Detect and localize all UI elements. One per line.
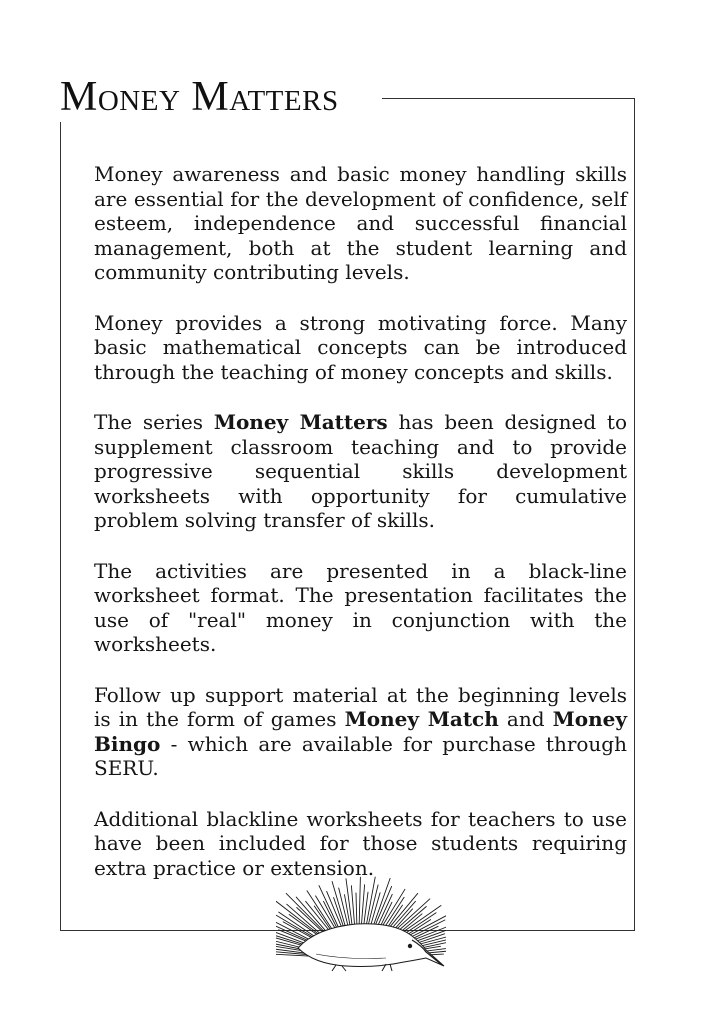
paragraph-support	[94, 683, 627, 781]
game-money-bingo: Money Bingo	[94, 707, 628, 756]
series-text-before: The series	[94, 410, 214, 434]
frame-left-rule	[60, 122, 61, 931]
paragraph-format: The activities are presented in a black-line worksheet format. The presentation facilitates the use of "real" money in conjunction with the worksheets.	[94, 558, 627, 656]
series-text-after: has been designed to supplement classroom teaching and to provide progressive sequential skills development worksheets with opportunity for cumulative problem solving transfer of skills.	[94, 410, 627, 532]
paragraph-additional: Additional blackline worksheets for teachers to use have been included for those students requiring extra practice or extension.	[94, 806, 627, 880]
series-title-bold: Money Matters	[213, 410, 388, 434]
frame-top-rule	[382, 98, 635, 99]
body-text	[94, 162, 627, 906]
echidna-icon	[276, 870, 446, 975]
paragraph-series	[94, 410, 627, 533]
support-text-before: Follow up support material at the beginning levels is in the form of games	[94, 682, 627, 731]
support-text-after: - which are available for purchase through SERU.	[94, 731, 627, 780]
paragraph-intro: Money awareness and basic money handling skills are essential for the development of confidence, self esteem, independence and successful financial management, both at the student learning and community contributing levels.	[94, 162, 627, 284]
page-title: Money Matters	[60, 74, 339, 120]
paragraph-motivation: Money provides a strong motivating force. Many basic mathematical concepts can be introduced through the teaching of money concepts and skills.	[94, 310, 627, 384]
support-text-middle: and	[498, 707, 553, 731]
game-money-match: Money Match	[344, 707, 499, 731]
